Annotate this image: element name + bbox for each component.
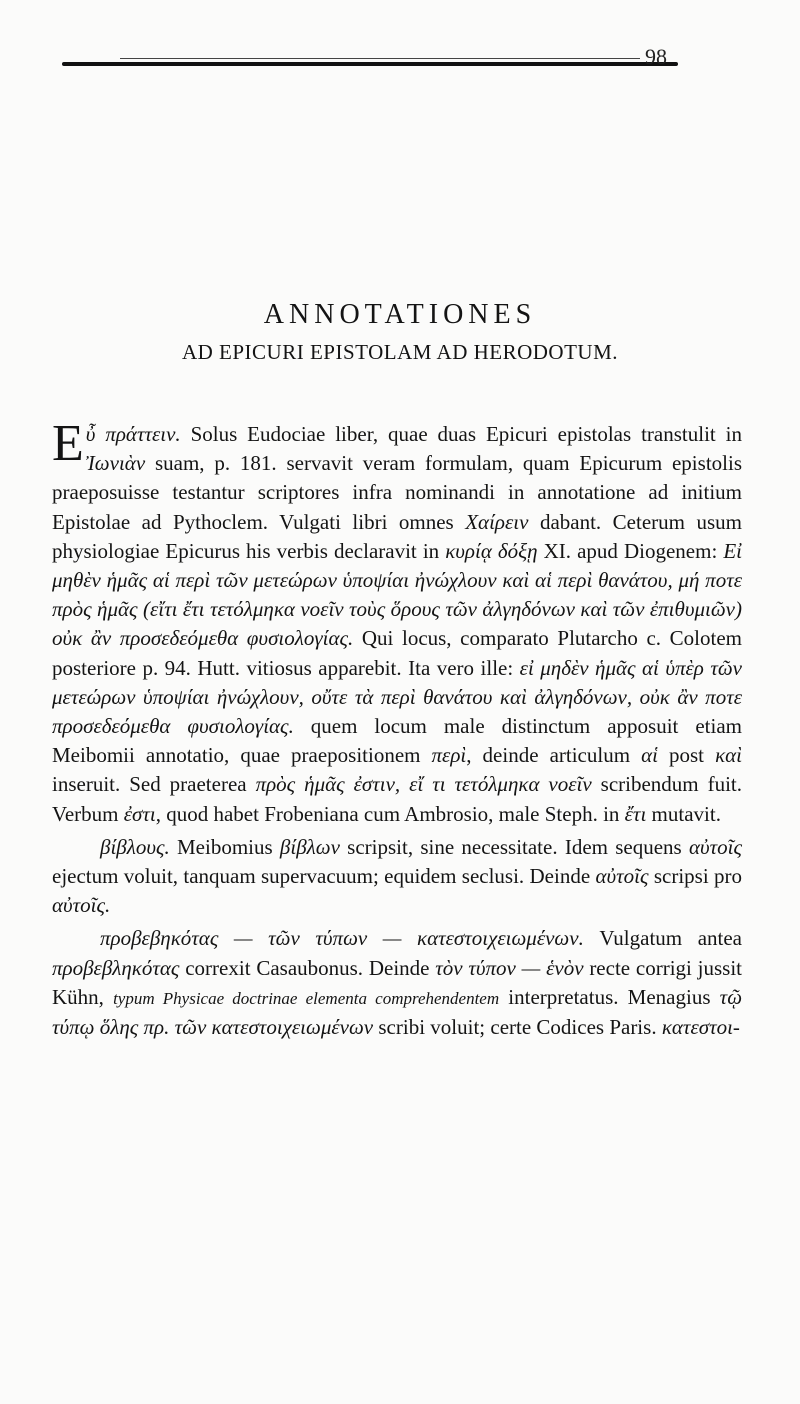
greek-quotation: βίβλων bbox=[279, 834, 340, 859]
header-thin-rule bbox=[120, 58, 640, 59]
annotation-paragraph bbox=[52, 415, 743, 829]
greek-quotation: προβεβηκότας — τῶν τύπων — κατεστοιχειωμένων. bbox=[100, 926, 584, 951]
greek-quotation: πρὸς ἡμᾶς ἐστιν, εἴ τι τετόλμηκα νοεῖν bbox=[255, 772, 592, 797]
annotation-body bbox=[52, 415, 743, 1042]
latin-text: Meibomius bbox=[169, 834, 280, 859]
greek-quotation: αἱ bbox=[641, 743, 658, 768]
greek-quotation: ἐστι bbox=[123, 801, 156, 826]
latin-text: quem locum male distinctum apposuit etiam Meibomii annotatio, quae praepositionem bbox=[52, 714, 742, 768]
latin-text: suam, p. 181. servavit veram formulam, quam Epicurum epistolis praeposuisse testantur scriptores infra nominandi in annotatione ad initium Epistolae ad Pythoclem. Vulgati libri omnes bbox=[52, 451, 742, 534]
annotation-paragraph bbox=[52, 833, 742, 921]
greek-quotation: typum Physicae doctrinae elementa comprehendentem bbox=[113, 988, 500, 1008]
latin-text: scripsi pro bbox=[648, 864, 742, 889]
header-rule bbox=[62, 62, 678, 66]
greek-quotation: τὸν τύπον — ἑνὸν bbox=[435, 955, 584, 980]
latin-text: inseruit. Sed praeterea bbox=[52, 772, 256, 797]
latin-text: scribi voluit; certe Codices Paris. bbox=[373, 1015, 662, 1040]
drop-cap: E bbox=[52, 415, 84, 472]
greek-quotation: κυρίᾳ δόξῃ bbox=[445, 538, 538, 563]
latin-text: scribendum fuit. Verbum bbox=[52, 772, 742, 826]
greek-quotation: αὐτοῖς bbox=[688, 834, 742, 859]
latin-text: ejectum voluit, tanquam supervacuum; equidem seclusi. Deinde bbox=[52, 864, 596, 889]
greek-quotation: Χαίρειν bbox=[465, 509, 529, 534]
greek-quotation: βίβλους. bbox=[100, 834, 170, 859]
latin-text: , quod habet Frobeniana cum Ambrosio, male Steph. in bbox=[155, 801, 625, 826]
greek-quotation: αὐτοῖς. bbox=[52, 893, 111, 918]
greek-quotation: κατεστοι- bbox=[661, 1015, 740, 1040]
greek-quotation: καὶ bbox=[715, 743, 742, 768]
latin-text: recte corrigi jussit Kühn, bbox=[52, 955, 742, 1009]
latin-text: scripsit, sine necessitate. Idem sequens bbox=[339, 834, 689, 859]
greek-quotation: εἰ μηδὲν ἡμᾶς αἱ ὑπὲρ τῶν μετεώρων ὑποψίαι ἠνώχλουν, οὔτε τὰ περὶ θανάτου καὶ ἀλγηδόνων, οὐκ ἂν ποτε προσεδεόμεθα φυσιολογίας. bbox=[52, 655, 743, 739]
page-number: 98 bbox=[645, 44, 667, 69]
latin-text: mutavit. bbox=[646, 801, 721, 826]
annotation-paragraph bbox=[52, 924, 742, 1042]
greek-quotation: ὖ πράττειν. bbox=[85, 422, 181, 446]
latin-text: XI. apud Diogenem: bbox=[537, 538, 724, 563]
latin-text: Solus Eudociae liber, quae duas Epicuri epistolas transtulit in bbox=[180, 422, 742, 446]
greek-quotation: τῷ τύπῳ ὅλης πρ. τῶν κατεστοιχειωμένων bbox=[52, 984, 743, 1040]
greek-quotation: Εἰ μηθὲν ἡμᾶς αἱ περὶ τῶν μετεώρων ὑποψίαι ἠνώχλουν καὶ αἱ περὶ θανάτου, μή ποτε πρὸς ἡμᾶς (εἴτι ἔτι τετόλμηκα νοεῖν τοὺς ὅρους τῶν ἀλγηδόνων καὶ τῶν ἐπιθυμιῶν) οὐκ ἂν προσεδεόμεθα φυσιολογίας. bbox=[52, 538, 742, 651]
latin-text: Qui locus, comparato Plutarcho c. Colotem posteriore p. 94. Hutt. vitiosus apparebit. Ita vero ille: bbox=[52, 626, 742, 680]
greek-quotation: περὶ bbox=[431, 743, 467, 768]
greek-quotation: προβεβληκότας bbox=[52, 955, 180, 980]
greek-quotation: Ἰωνιὰν bbox=[85, 451, 146, 476]
latin-text: , deinde articulum bbox=[466, 743, 642, 768]
page-subtitle: AD EPICURI EPISTOLAM AD HERODOTUM. bbox=[181, 340, 619, 364]
latin-text: correxit Casaubonus. Deinde bbox=[179, 955, 436, 980]
page-title: ANNOTATIONES bbox=[263, 298, 537, 330]
greek-quotation: ἔτι bbox=[624, 801, 647, 826]
latin-text: dabant. Ceterum usum physiologiae Epicurus his verbis declaravit in bbox=[52, 509, 742, 563]
latin-text: post bbox=[657, 743, 716, 768]
greek-quotation: αὐτοῖς bbox=[595, 864, 649, 889]
latin-text: Vulgatum antea bbox=[583, 926, 742, 951]
latin-text: interpretatus. Menagius bbox=[499, 984, 720, 1009]
